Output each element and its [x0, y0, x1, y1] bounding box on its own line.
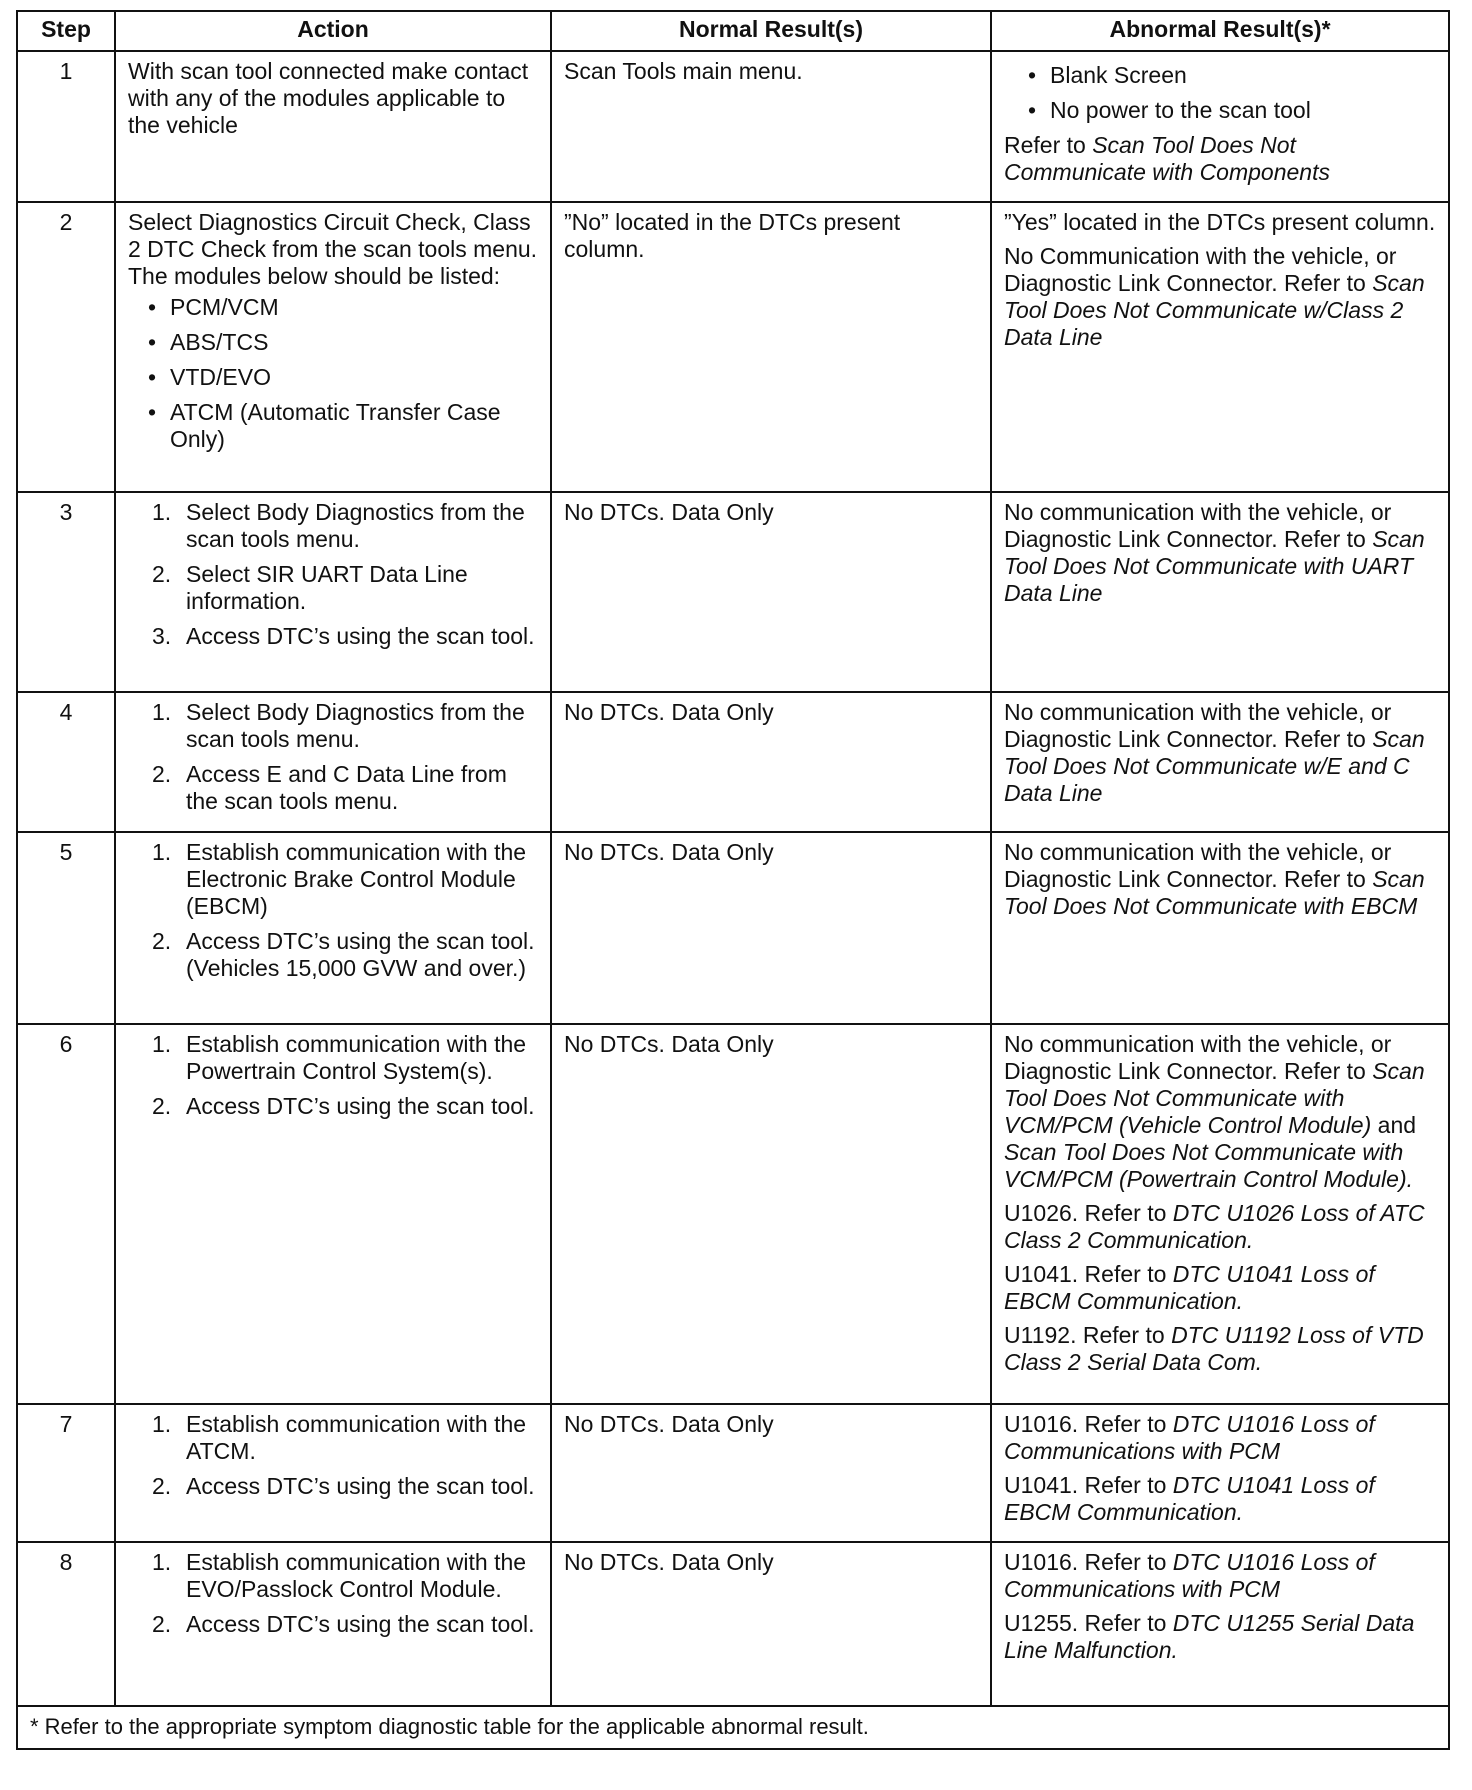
- abnormal-paragraph: [1004, 699, 1436, 807]
- reference-link: Scan Tool Does Not Communicate with VCM/PCM (Powertrain Control Module).: [1004, 1139, 1414, 1192]
- list-item: [152, 1549, 538, 1603]
- refer-text: No communication with the vehicle, or Diagnostic Link Connector. Refer to: [1004, 699, 1392, 752]
- abnormal-paragraph: [1004, 1200, 1436, 1254]
- step-index: 1.: [152, 1031, 172, 1057]
- step-number: 1: [17, 51, 115, 202]
- abnormal-result-cell: [991, 692, 1449, 832]
- table-row: [17, 1542, 1449, 1706]
- step-index: 2.: [152, 1093, 172, 1119]
- module-bullet-list: [128, 294, 538, 453]
- list-item: [152, 699, 538, 753]
- normal-result-cell: [551, 832, 991, 1024]
- refer-text: U1016. Refer to: [1004, 1411, 1173, 1437]
- action-text: With scan tool connected make contact with any of the modules applicable to the vehicle: [128, 58, 529, 138]
- step-index: 1.: [152, 1411, 172, 1437]
- abnormal-paragraph: [1004, 1322, 1436, 1376]
- step-text: Select Body Diagnostics from the scan tools menu.: [186, 499, 525, 552]
- list-item: [152, 1473, 538, 1500]
- abnormal-result-cell: [991, 832, 1449, 1024]
- normal-result-text: No DTCs. Data Only: [564, 699, 774, 725]
- step-text: Access DTC’s using the scan tool.: [186, 1473, 535, 1499]
- step-index: 2.: [152, 1473, 172, 1499]
- refer-text: U1255. Refer to: [1004, 1610, 1173, 1636]
- step-text: Select SIR UART Data Line information.: [186, 561, 468, 614]
- step-number: 4: [17, 692, 115, 832]
- refer-text: U1026. Refer to: [1004, 1200, 1173, 1226]
- step-number: 3: [17, 492, 115, 692]
- footnote-row: [17, 1706, 1449, 1749]
- action-step-list: [128, 1031, 538, 1120]
- refer-text: Refer to: [1004, 132, 1093, 158]
- step-text: Access DTC’s using the scan tool.: [186, 1611, 535, 1637]
- table-row: [17, 492, 1449, 692]
- abnormal-result-cell: [991, 1024, 1449, 1404]
- refer-text: U1041. Refer to: [1004, 1472, 1173, 1498]
- list-item: [152, 1031, 538, 1085]
- step-text: Establish communication with the ATCM.: [186, 1411, 527, 1464]
- abnormal-paragraph: [1004, 1261, 1436, 1315]
- abnormal-paragraph: [1004, 839, 1436, 920]
- step-text: Access DTC’s using the scan tool. (Vehicles 15,000 GVW and over.): [186, 928, 535, 981]
- abnormal-paragraph: [1004, 1031, 1436, 1193]
- reference-link: DTC U1016 Loss of Communications with PCM: [1004, 1411, 1375, 1464]
- abnormal-bullet-list: [1004, 62, 1436, 124]
- abnormal-paragraph: [1004, 243, 1436, 351]
- step-number: 6: [17, 1024, 115, 1404]
- normal-result-cell: [551, 1404, 991, 1542]
- step-number: 7: [17, 1404, 115, 1542]
- normal-result-cell: [551, 51, 991, 202]
- header-row: [17, 11, 1449, 51]
- conjunction-text: and: [1371, 1112, 1417, 1138]
- normal-result-cell: [551, 692, 991, 832]
- header-abnormal-results: Abnormal Result(s)*: [991, 11, 1449, 51]
- list-item: • No power to the scan tool: [1028, 97, 1436, 124]
- list-item: [152, 623, 538, 650]
- step-index: 1.: [152, 839, 172, 865]
- list-item: [152, 1611, 538, 1638]
- step-index: 1.: [152, 699, 172, 725]
- step-number: 8: [17, 1542, 115, 1706]
- table-row: [17, 692, 1449, 832]
- normal-result-text: ”No” located in the DTCs present column.: [564, 209, 901, 262]
- step-index: 2.: [152, 1611, 172, 1637]
- list-item: [152, 1411, 538, 1465]
- action-cell: [115, 832, 551, 1024]
- normal-result-cell: [551, 492, 991, 692]
- step-text: Access DTC’s using the scan tool.: [186, 623, 535, 649]
- normal-result-text: No DTCs. Data Only: [564, 1411, 774, 1437]
- refer-text: U1041. Refer to: [1004, 1261, 1173, 1287]
- abnormal-paragraph: [1004, 1411, 1436, 1465]
- abnormal-paragraph: [1004, 132, 1436, 186]
- action-text: Select Diagnostics Circuit Check, Class 2 DTC Check from the scan tools menu. The modules below should be listed:: [128, 209, 538, 289]
- abnormal-result-cell: [991, 51, 1449, 202]
- refer-text: No communication with the vehicle, or Diagnostic Link Connector. Refer to: [1004, 499, 1392, 552]
- abnormal-result-cell: [991, 1404, 1449, 1542]
- step-index: 3.: [152, 623, 172, 649]
- action-cell: [115, 51, 551, 202]
- table-row: [17, 832, 1449, 1024]
- step-text: Establish communication with the Electronic Brake Control Module (EBCM): [186, 839, 527, 919]
- step-index: 2.: [152, 561, 172, 587]
- refer-text: No communication with the vehicle, or Diagnostic Link Connector. Refer to: [1004, 1031, 1392, 1084]
- list-item: [152, 761, 538, 815]
- action-step-list: [128, 1411, 538, 1500]
- action-cell: [115, 1542, 551, 1706]
- action-step-list: [128, 499, 538, 650]
- action-step-list: [128, 839, 538, 982]
- abnormal-paragraph: [1004, 1472, 1436, 1526]
- diagnostic-table-sheet: [16, 10, 1448, 1750]
- reference-link: Scan Tool Does Not Communicate with Components: [1004, 132, 1330, 185]
- normal-result-cell: [551, 202, 991, 492]
- normal-result-cell: [551, 1542, 991, 1706]
- list-item: [152, 839, 538, 920]
- step-index: 2.: [152, 928, 172, 954]
- header-action: Action: [115, 11, 551, 51]
- normal-result-cell: [551, 1024, 991, 1404]
- action-cell: [115, 492, 551, 692]
- normal-result-text: No DTCs. Data Only: [564, 499, 774, 525]
- list-item: [152, 561, 538, 615]
- reference-link: Scan Tool Does Not Communicate with VCM/PCM (Vehicle Control Module): [1004, 1058, 1425, 1138]
- action-cell: [115, 1404, 551, 1542]
- list-item: • VTD/EVO: [148, 364, 538, 391]
- action-cell: [115, 1024, 551, 1404]
- table-row: [17, 1404, 1449, 1542]
- header-normal-results: Normal Result(s): [551, 11, 991, 51]
- table-row: [17, 202, 1449, 492]
- reference-link: DTC U1041 Loss of EBCM Communication.: [1004, 1261, 1375, 1314]
- list-item: • PCM/VCM: [148, 294, 538, 321]
- step-number: 2: [17, 202, 115, 492]
- abnormal-result-cell: [991, 1542, 1449, 1706]
- action-cell: [115, 202, 551, 492]
- reference-link: DTC U1192 Loss of VTD Class 2 Serial Data Com.: [1004, 1322, 1424, 1375]
- reference-link: DTC U1255 Serial Data Line Malfunction.: [1004, 1610, 1415, 1663]
- step-index: 2.: [152, 761, 172, 787]
- reference-link: DTC U1026 Loss of ATC Class 2 Communication.: [1004, 1200, 1425, 1253]
- refer-text: No communication with the vehicle, or Diagnostic Link Connector. Refer to: [1004, 839, 1392, 892]
- abnormal-result-cell: [991, 492, 1449, 692]
- reference-link: DTC U1016 Loss of Communications with PCM: [1004, 1549, 1375, 1602]
- list-item: • ATCM (Automatic Transfer Case Only): [148, 399, 538, 453]
- abnormal-paragraph: [1004, 1549, 1436, 1603]
- footnote: * Refer to the appropriate symptom diagnostic table for the applicable abnormal result.: [17, 1706, 1449, 1749]
- step-text: Access E and C Data Line from the scan tools menu.: [186, 761, 507, 814]
- reference-link: Scan Tool Does Not Communicate w/E and C Data Line: [1004, 726, 1425, 806]
- list-item: [152, 1093, 538, 1120]
- abnormal-paragraph: [1004, 1610, 1436, 1664]
- step-number: 5: [17, 832, 115, 1024]
- list-item: [152, 928, 538, 982]
- action-step-list: [128, 1549, 538, 1638]
- reference-link: DTC U1041 Loss of EBCM Communication.: [1004, 1472, 1375, 1525]
- refer-text: No Communication with the vehicle, or Diagnostic Link Connector. Refer to: [1004, 243, 1397, 296]
- table-row: [17, 1024, 1449, 1404]
- refer-text: U1192. Refer to: [1004, 1322, 1172, 1348]
- normal-result-text: No DTCs. Data Only: [564, 839, 774, 865]
- step-text: Establish communication with the EVO/Passlock Control Module.: [186, 1549, 527, 1602]
- normal-result-text: No DTCs. Data Only: [564, 1549, 774, 1575]
- abnormal-result-cell: [991, 202, 1449, 492]
- action-cell: [115, 692, 551, 832]
- diagnostic-table: [16, 10, 1450, 1750]
- step-text: Establish communication with the Powertrain Control System(s).: [186, 1031, 527, 1084]
- step-index: 1.: [152, 1549, 172, 1575]
- action-step-list: [128, 699, 538, 815]
- list-item: • Blank Screen: [1028, 62, 1436, 89]
- reference-link: Scan Tool Does Not Communicate with EBCM: [1004, 866, 1425, 919]
- reference-link: Scan Tool Does Not Communicate w/Class 2 Data Line: [1004, 270, 1425, 350]
- step-text: Select Body Diagnostics from the scan tools menu.: [186, 699, 525, 752]
- list-item: [152, 499, 538, 553]
- normal-result-text: No DTCs. Data Only: [564, 1031, 774, 1057]
- step-text: Access DTC’s using the scan tool.: [186, 1093, 535, 1119]
- abnormal-paragraph: ”Yes” located in the DTCs present column.: [1004, 209, 1436, 235]
- refer-text: U1016. Refer to: [1004, 1549, 1173, 1575]
- table-row: [17, 51, 1449, 202]
- reference-link: Scan Tool Does Not Communicate with UART Data Line: [1004, 526, 1425, 606]
- normal-result-text: Scan Tools main menu.: [564, 58, 803, 84]
- step-index: 1.: [152, 499, 172, 525]
- header-step: Step: [17, 11, 115, 51]
- abnormal-paragraph: [1004, 499, 1436, 607]
- list-item: • ABS/TCS: [148, 329, 538, 356]
